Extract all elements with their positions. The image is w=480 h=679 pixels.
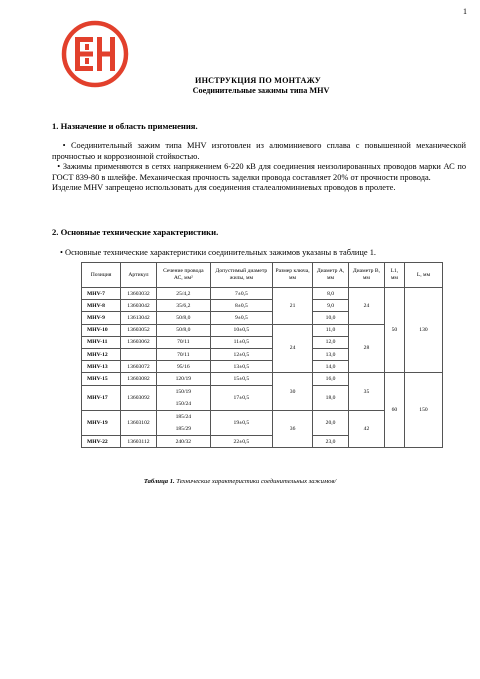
document-title [0,76,480,95]
title-line-2: Соединительные зажимы типа MHV [192,86,330,95]
spec-table [81,262,443,448]
col-section: Сечение провода АС, мм² [156,263,210,288]
table-header-row [82,263,443,288]
table-caption: Таблица 1. Технические характеристики соединительных зажимов/ [143,478,337,485]
section-2-heading: 2. Основные технические характеристики. [52,227,219,237]
col-article: Артикул [121,263,157,288]
table-row: MHV-9 13613042 50/8,0 9±0,5 10,0 [82,312,443,324]
table-subrow: 185/29 [82,423,443,436]
section-1-body [52,141,466,194]
table-row: MHV-11 13603062 70/11 11±0,5 12,0 [82,336,443,348]
col-diam-a: Диаметр А, мм [313,263,349,288]
section-1-note: Изделие MHV запрещено использовать для соединения сталеалюминиевых проводов в пролете. [52,183,396,193]
col-l1: L1, мм [384,263,404,288]
section-1-heading: 1. Назначение и область применения. [52,121,198,131]
col-diameter: Допустимый диаметр жилы, мм [210,263,272,288]
table-row: MHV-8 13603042 35/6,2 8±0,5 9,0 [82,300,443,312]
table-row: MHV-10 13603052 50/8,0 10±0,5 24 11,0 28 [82,324,443,336]
col-position: Позиция [82,263,121,288]
table-row: MHV-19 13603102 185/24 19±0,5 36 20,0 42 [82,410,443,423]
col-diam-b: Диаметр В, мм [349,263,385,288]
table-row: MHV-7 13603032 25/4,2 7±0,5 21 8,0 24 50 130 [82,288,443,300]
table-row: MHV-17 13603092 150/19 17±0,5 18,0 [82,385,443,398]
section-1-bullet-2: • Зажимы применяются в сетях напряжением 6-220 кВ для соединения неизолированных проводов марки АС по ГОСТ 839-80 в шлейфе. Механическая прочность заделки провода составляет 20% от прочности провода. [52,162,467,182]
col-key: Размер ключа, мм [273,263,313,288]
table-subrow: 150/24 [82,398,443,411]
title-line-1: ИНСТРУКЦИЯ ПО МОНТАЖУ [195,76,321,85]
table-row: MHV-22 13603112 240/32 22±0,5 23,0 [82,436,443,448]
table-row: MHV-13 13603072 95/16 13±0,5 14,0 [82,361,443,373]
col-l: L, мм [404,263,442,288]
table-row: MHV-15 13603082 120/19 15±0,5 30 16,0 35 60 150 [82,373,443,385]
section-1-bullet-1: • Соединительный зажим типа MHV изготовлен из алюминиевого сплава с повышенной механической прочностью и коррозионной стойкостью. [52,141,466,161]
section-2-intro: • Основные технические характеристики соединительных зажимов указаны в таблице 1. [60,248,376,257]
table-row: MHV-12 70/11 12±0,5 13,0 [82,348,443,360]
page-number: 1 [463,7,467,16]
